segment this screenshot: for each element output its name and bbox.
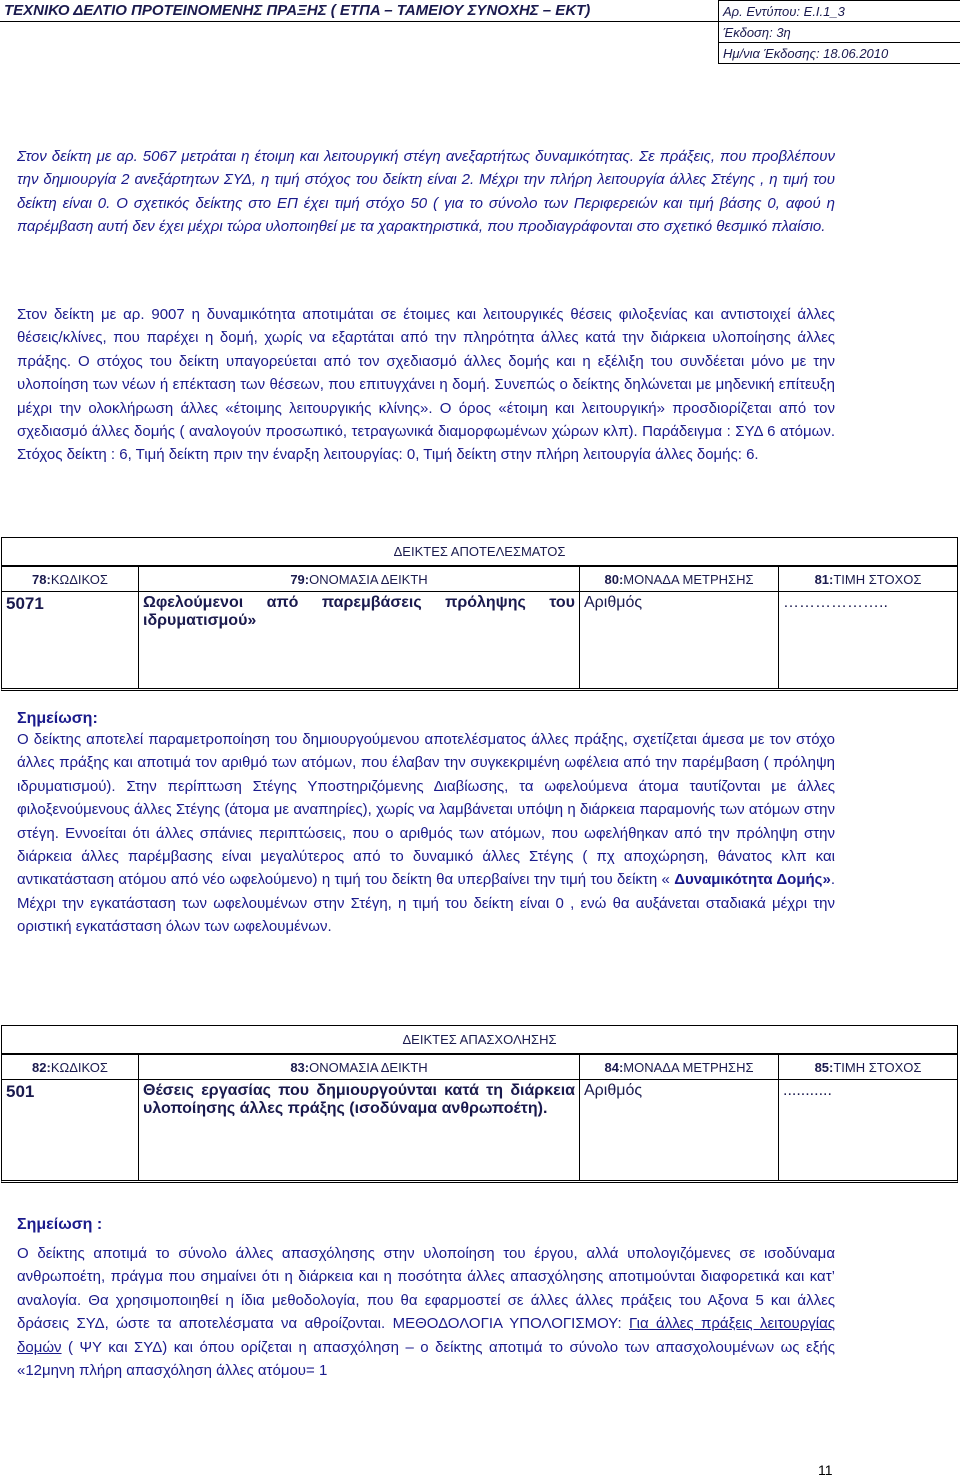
document-header	[0, 0, 960, 64]
col-code: 82:ΚΩΔΙΚΟΣ	[2, 1055, 139, 1080]
col-name: 79:ΟΝΟΜΑΣΙΑ ΔΕΙΚΤΗ	[139, 567, 580, 592]
results-indicators-table	[1, 537, 958, 691]
col-code: 78:ΚΩΔΙΚΟΣ	[2, 567, 139, 592]
note-2-text: Ο δείκτης αποτιμά το σύνολο άλλες απασχόλησης στην υλοποίηση του έργου, αλλά υπολογιζόμενες σε ισοδύναμα ανθρωποέτη, πράγμα που σημαίνει ότι η διάρκεια και η ποσότητα άλλες απασχόλησης αποτιμούνται διαφορετικά και κατ’ αναλογία. Θα χρησιμοποιηθεί η ίδια μεθοδολογία, που θα εφαρμοστεί σε άλλες άλλες πράξεις του Αξονα 5 και άλλες δράσεις ΣΥΔ, ώστε τα αποτελέσματα να αθροίζονται. ΜΕΘΟΔΟΛΟΓΙΑ ΥΠΟΛΟΓΙΣΜΟΥ: Για άλλες πράξεις λειτουργίας δομών ( ΨΥ και ΣΥΔ) και όπου ορίζεται η απασχόληση – ο δείκτης αποτιμά το σύνολο των απασχολουμένων ως εξής «12μηνη πλήρη απασχόληση άλλες ατόμου= 1	[17, 1245, 835, 1380]
note-1-heading: Σημείωση:	[17, 710, 98, 727]
indicator-target: ………………..	[783, 594, 888, 611]
page-number: 11	[818, 1462, 833, 1478]
issue-date: Ημ/νια Έκδοσης: 18.06.2010	[719, 43, 960, 64]
results-section-title: ΔΕΙΚΤΕΣ ΑΠΟΤΕΛΕΣΜΑΤΟΣ	[2, 538, 957, 566]
intro-paragraph-1: Στον δείκτη με αρ. 5067 μετράται η έτοιμη και λειτουργική στέγη ανεξαρτήτως δυναμικότητας. Σε πράξεις, που προβλέπουν την δημιουργία 2 ανεξάρτητων ΣΥΔ, η τιμή στόχος του δείκτη είναι 2. Μέχρι την πλήρη λειτουργία άλλες Στέγης , η τιμή του δείκτη είναι 0. Ο σχετικός δείκτης στο ΕΠ έχει τιμή στόχο 50 ( για το σύνολο των Περιφερειών και τιμή βάσης 0, αφού η παρέμβαση αυτή δεν έχει μέχρι τώρα υλοποιηθεί με τα χαρακτηριστικά, που προδιαγράφονται στο σχετικό θεσμικό πλαίσιο.	[17, 148, 835, 236]
col-name: 83:ΟΝΟΜΑΣΙΑ ΔΕΙΚΤΗ	[139, 1055, 580, 1080]
col-unit: 80:ΜΟΝΑΔΑ ΜΕΤΡΗΣΗΣ	[580, 567, 779, 592]
col-target: 85:ΤΙΜΗ ΣΤΟΧΟΣ	[779, 1055, 958, 1080]
col-target: 81:ΤΙΜΗ ΣΤΟΧΟΣ	[779, 567, 958, 592]
indicator-unit: Αριθμός	[580, 1080, 779, 1180]
table-row	[2, 592, 957, 688]
employment-section-title: ΔΕΙΚΤΕΣ ΑΠΑΣΧΟΛΗΣΗΣ	[2, 1026, 957, 1054]
indicator-unit: Αριθμός	[580, 592, 779, 688]
form-number: Αρ. Εντύπου: Ε.Ι.1_3	[719, 1, 960, 22]
note-1-text: Ο δείκτης αποτελεί παραμετροποίηση του δημιουργούμενου αποτελέσματος άλλες πράξης, σχετίζεται άμεσα με τον στόχο άλλες πράξης και αποτιμά τον αριθμό των ατόμων, που έλαβαν την συγκεκριμένη ωφέλεια από την παρέμβαση ( πρόληψη ιδρυματισμού). Στην περίπτωση Στέγης Υποστηριζόμενης Διαβίωσης, τα ωφελούμενα άτομα ταυτίζονται με άλλες φιλοξενούμενους άλλες Στέγης (άτομα με αναπηρίες), χωρίς να λαμβάνεται υπόψη η διάρκεια παραμονής των ατόμων στην στέγη. Εννοείται ότι άλλες σπάνιες περιπτώσεις, που ο αριθμός των ατόμων, που ωφελήθηκαν από την πρόληψη στην διάρκεια άλλες παρέμβασης είναι μεγαλύτερος από το δυναμικό άλλες Στέγης ( πχ αποχώρηση, θάνατος κλπ και αντικατάσταση ατόμου από νέο ωφελούμενο) η τιμή του δείκτη θα υπερβαίνει την τιμή του δείκτη « Δυναμικότητα Δομής». Μέχρι την εγκατάσταση των ωφελουμένων στην Στέγη, η τιμή του δείκτη είναι 0 , ενώ θα αυξάνεται σταδιακά μέχρι την οριστική εγκατάσταση όλων των ωφελουμένων.	[17, 731, 835, 936]
indicator-name: Ωφελούμενοι από παρεμβάσεις πρόληψης του ιδρυματισμού»	[139, 592, 580, 688]
indicator-code: 501	[6, 1082, 35, 1101]
indicator-code: 5071	[6, 594, 44, 613]
intro-paragraph-2: Στον δείκτη με αρ. 9007 η δυναμικότητα αποτιμάται σε έτοιμες και λειτουργικές θέσεις φιλοξενίας και αντιστοιχεί άλλες θέσεις/κλίνες, που παρέχει η δομή, χωρίς να εξαρτάται από την πληρότητα άλλες κατά την διάρκεια υλοποίησης άλλες πράξης. Ο στόχος του δείκτη υπαγορεύεται από τον σχεδιασμό άλλες δομής και η εξέλιξη του συνδέεται μόνο με την υλοποίηση των νέων ή επέκταση των θέσεων, που επιτυγχάνει η δομή. Συνεπώς ο δείκτης δηλώνεται με μηδενική επίτευξη μέχρι την ολοκλήρωση άλλες «έτοιμης λειτουργικής κλίνης». Ο όρος «έτοιμη και λειτουργική» προσδιορίζεται από τον σχεδιασμό άλλες δομής ( αναλογούν προσωπικό, τετραγωνικά διαμορφωμένων χώρων κλπ). Παράδειγμα : ΣΥΔ 6 ατόμων. Στόχος δείκτη : 6, Τιμή δείκτη πριν την έναρξη λειτουργίας: 0, Τιμή δείκτη στην πλήρη λειτουργία άλλες δομής: 6.	[17, 306, 835, 464]
document-title: ΤΕΧΝΙΚΟ ΔΕΛΤΙΟ ΠΡΟΤΕΙΝΟΜΕΝΗΣ ΠΡΑΞΗΣ ( ΕΤΠΑ – ΤΑΜΕΙΟΥ ΣΥΝΟΧΗΣ – ΕΚΤ)	[0, 1, 719, 22]
table-row	[2, 1080, 957, 1180]
indicator-name: Θέσεις εργασίας που δημιουργούνται κατά τη διάρκεια υλοποίησης άλλες πράξης (ισοδύναμα ανθρωποέτη).	[139, 1080, 580, 1180]
note-2-heading: Σημείωση :	[17, 1216, 103, 1233]
employment-indicators-table	[1, 1025, 958, 1183]
version: Έκδοση: 3η	[719, 22, 960, 43]
col-unit: 84:ΜΟΝΑΔΑ ΜΕΤΡΗΣΗΣ	[580, 1055, 779, 1080]
indicator-target: ...........	[783, 1082, 832, 1099]
